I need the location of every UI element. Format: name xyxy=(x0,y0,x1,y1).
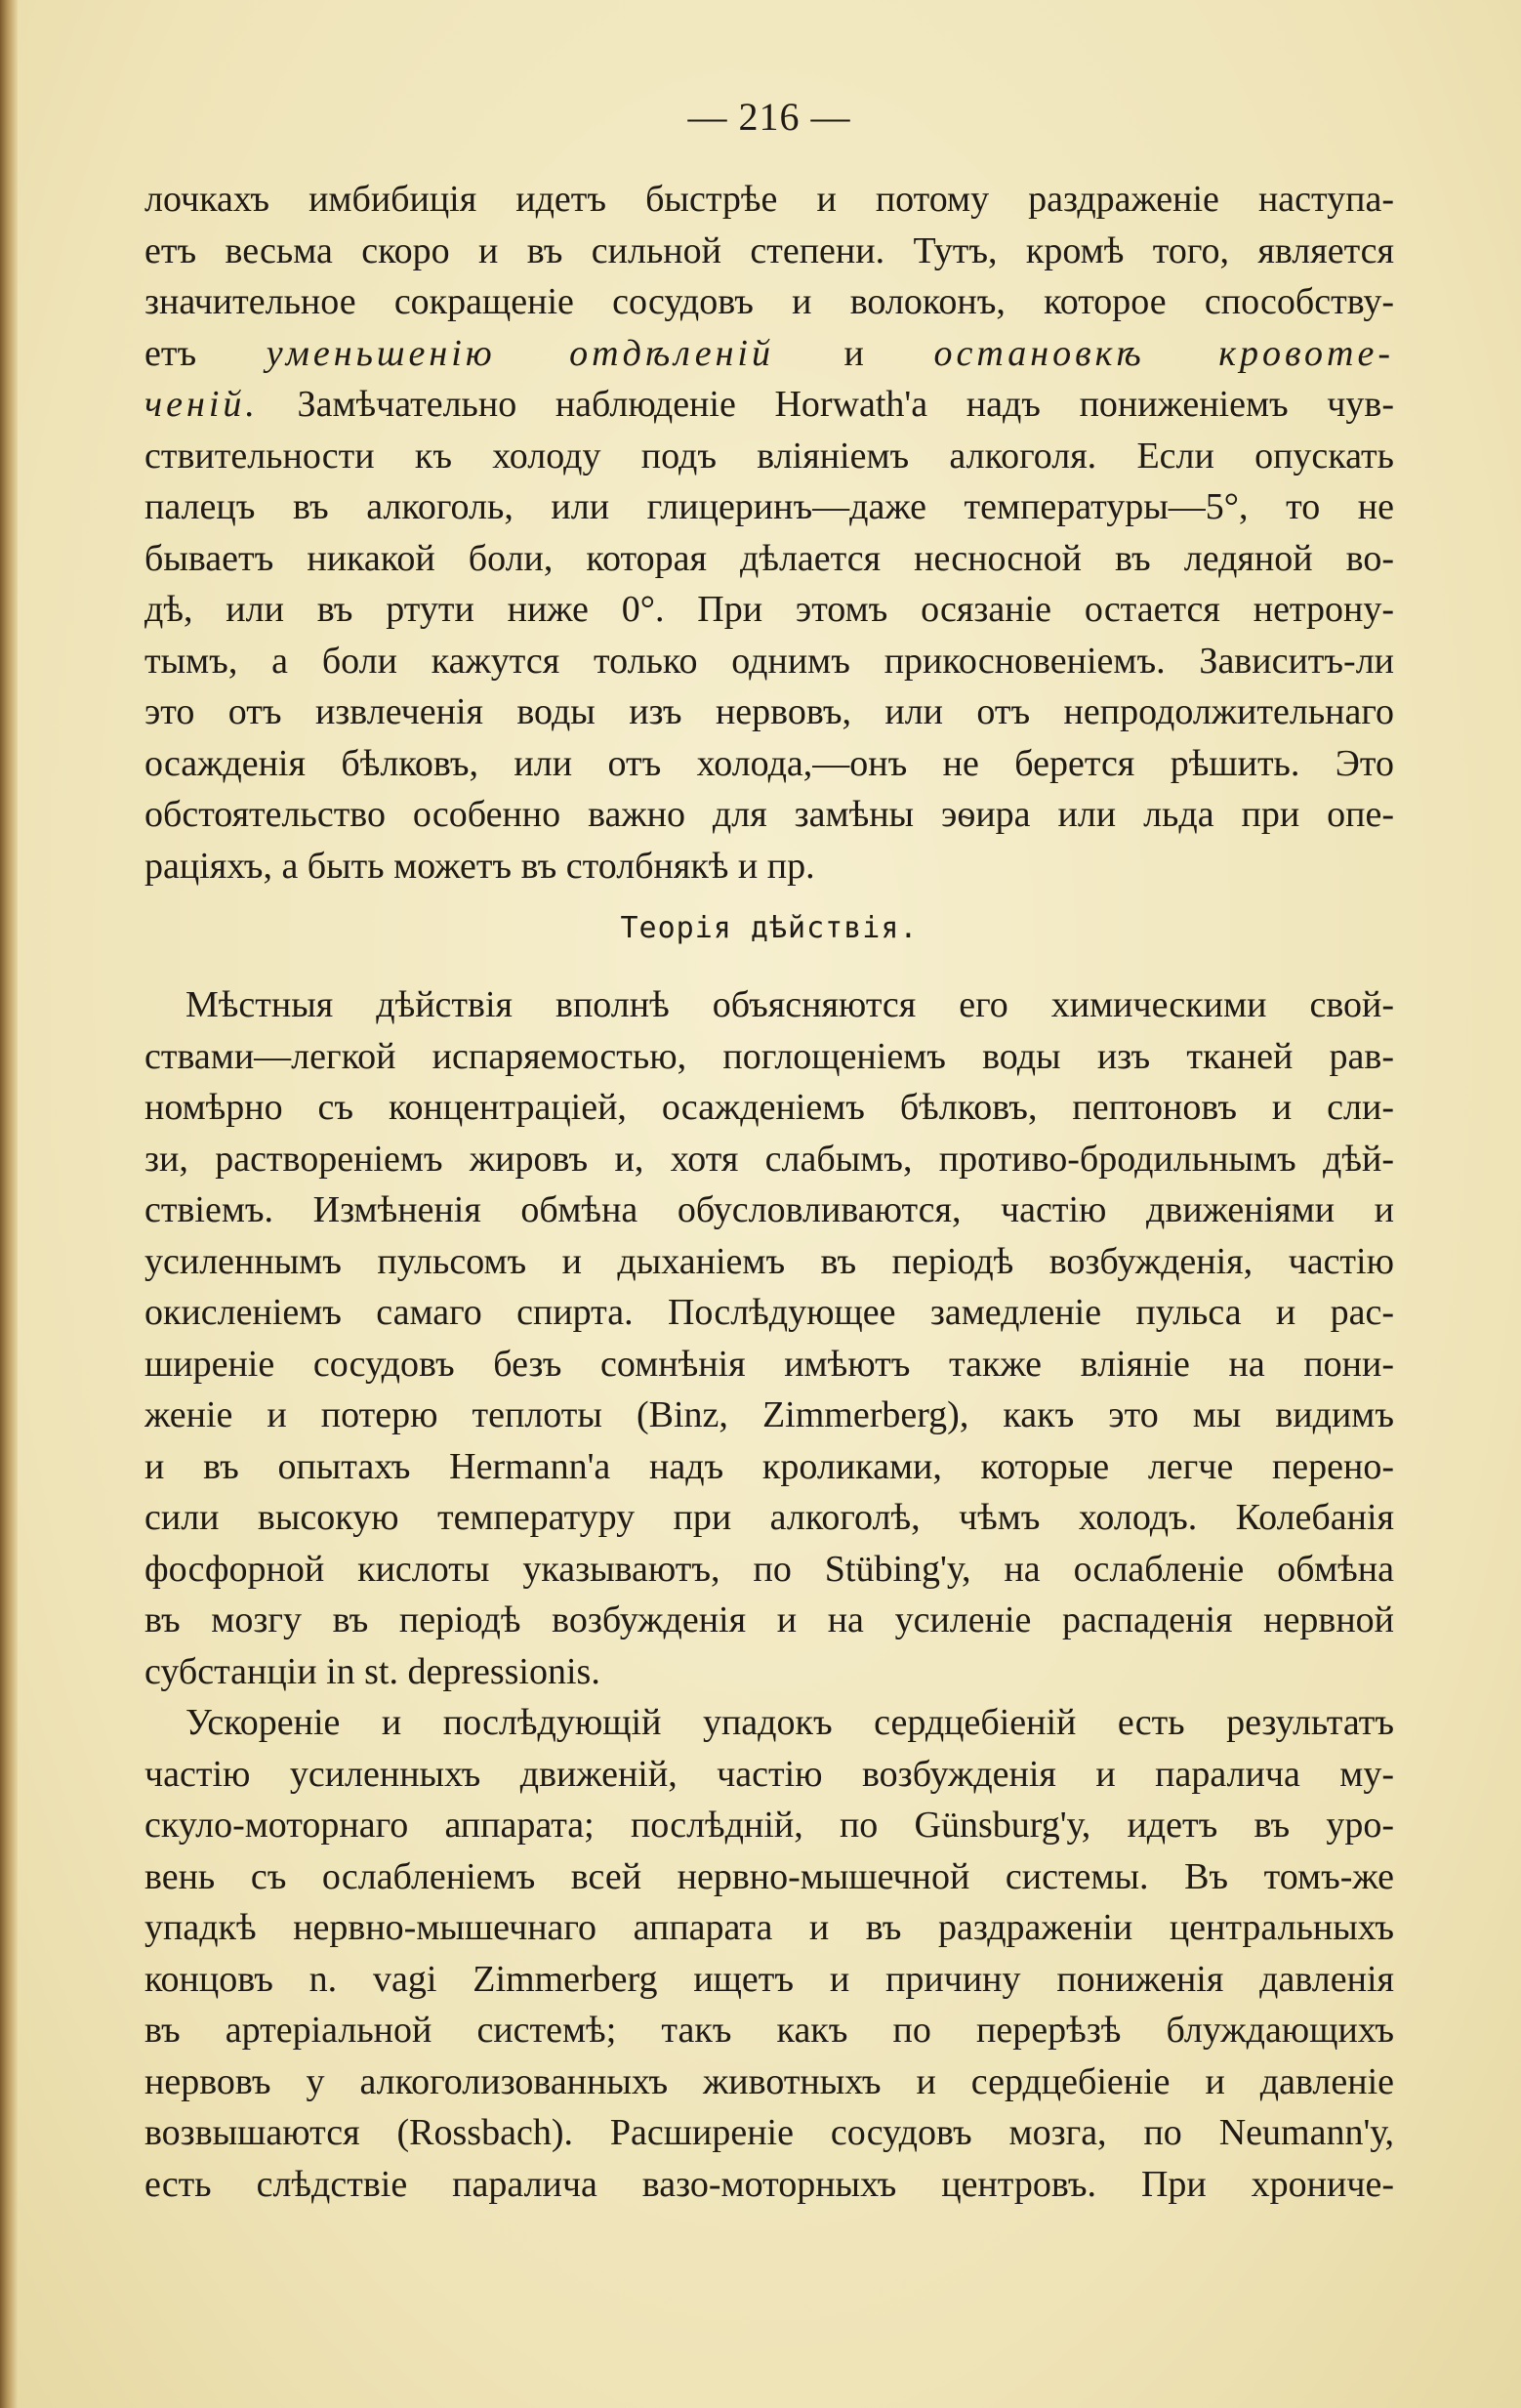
text-line: лочкахъ имбибиція идетъ быстрѣе и потому раздраженіе наступа- xyxy=(144,179,1394,220)
text-line: значительное сокращеніе сосудовъ и волоконъ, которое способству- xyxy=(144,281,1394,322)
text-line: ствіемъ. Измѣненія обмѣна обусловливаются, частію движеніями и xyxy=(144,1189,1394,1230)
text-line: концовъ n. vagi Zimmerberg ищетъ и причину пониженія давленія xyxy=(144,1958,1394,2000)
book-spine-edge xyxy=(0,0,18,2408)
paragraph-3 xyxy=(144,1697,1394,2210)
text-line: палецъ въ алкоголь, или глицеринъ—даже температуры—5°, то не xyxy=(144,486,1394,527)
text-line: обстоятельство особенно важно для замѣны эѳира или льда при опе- xyxy=(144,794,1394,835)
text-line: вень съ ослабленіемъ всей нервно-мышечной системы. Въ томъ-же xyxy=(144,1855,1394,1897)
text-line-with-emphasis xyxy=(144,328,1394,380)
text-line: и въ опытахъ Hermann'а надъ кроликами, которые легче перено- xyxy=(144,1445,1394,1487)
text-line: Ускореніе и послѣдующій упадокъ сердцебіеній есть результатъ xyxy=(185,1702,1394,1743)
text-line: частію усиленныхъ движеній, частію возбужденія и паралича му- xyxy=(144,1753,1394,1795)
text-line: раціяхъ, а быть можетъ въ столбнякѣ и пр. xyxy=(144,845,815,887)
text-line: это отъ извлеченія воды изъ нервовъ, или отъ непродолжительнаго xyxy=(144,691,1394,732)
emphasized-text: остановкѣ кровоте- xyxy=(933,332,1394,374)
text-line: въ мозгу въ періодѣ возбужденія и на усиленіе распаденія нервной xyxy=(144,1599,1394,1640)
paragraph-1 xyxy=(144,174,1394,892)
emphasized-text: уменьшенію отдѣленій xyxy=(266,332,774,374)
text-line: бываетъ никакой боли, которая дѣлается несносной въ ледяной во- xyxy=(144,537,1394,579)
book-page xyxy=(144,88,1394,2210)
text-line: зи, раствореніемъ жировъ и, хотя слабымъ, противо-бродильнымъ дѣй- xyxy=(144,1138,1394,1180)
text-line: окисленіемъ самаго спирта. Послѣдующее замедленіе пульса и рас- xyxy=(144,1292,1394,1333)
text-line: упадкѣ нервно-мышечнаго аппарата и въ раздраженіи центральныхъ xyxy=(144,1907,1394,1948)
text-fragment: етъ xyxy=(144,332,267,374)
text-fragment: и xyxy=(773,332,934,374)
text-fragment: Замѣчательно наблюденіе Horwath'а надъ пониженіемъ чув- xyxy=(258,384,1394,425)
text-line: Мѣстныя дѣйствія вполнѣ объясняются его химическими свой- xyxy=(185,984,1394,1025)
text-line: тымъ, а боли кажутся только однимъ прикосновеніемъ. Зависитъ-ли xyxy=(144,640,1394,682)
text-line: осажденія бѣлковъ, или отъ холода,—онъ не берется рѣшить. Это xyxy=(144,742,1394,784)
text-line: номѣрно съ концентраціей, осажденіемъ бѣлковъ, пептоновъ и сли- xyxy=(144,1087,1394,1128)
text-line: етъ весьма скоро и въ сильной степени. Тутъ, кромѣ того, является xyxy=(144,229,1394,271)
text-line: есть слѣдствіе паралича вазо-моторныхъ центровъ. При хрониче- xyxy=(144,2163,1394,2205)
text-line: нервовъ у алкоголизованныхъ животныхъ и сердцебіеніе и давленіе xyxy=(144,2060,1394,2102)
page-number: — 216 — xyxy=(687,95,851,139)
emphasized-text: ченій. xyxy=(144,384,259,425)
section-heading: Теорія дѣйствія. xyxy=(620,911,919,945)
text-line: сили высокую температуру при алкоголѣ, чѣмъ холодъ. Колебанія xyxy=(144,1497,1394,1538)
text-line: ствительности къ холоду подъ вліяніемъ алкоголя. Если опускать xyxy=(144,435,1394,477)
text-line: фосфорной кислоты указываютъ, по Stübing'у, на ослабленіе обмѣна xyxy=(144,1548,1394,1590)
text-line: возвышаются (Rossbach). Расширеніе сосудовъ мозга, по Neumann'у, xyxy=(144,2112,1394,2153)
text-line: ствами—легкой испаряемостью, поглощеніемъ воды изъ тканей рав- xyxy=(144,1035,1394,1077)
text-line: въ артеріальной системѣ; такъ какъ по перерѣзѣ блуждающихъ xyxy=(144,2010,1394,2051)
text-line-with-emphasis xyxy=(144,379,1394,431)
text-line: дѣ, или въ ртути ниже 0°. При этомъ осязаніе остается нетрону- xyxy=(144,589,1394,630)
text-line: женіе и потерю теплоты (Binz, Zimmerberg), какъ это мы видимъ xyxy=(144,1394,1394,1435)
text-line: усиленнымъ пульсомъ и дыханіемъ въ періодѣ возбужденія, частію xyxy=(144,1240,1394,1282)
text-line: ширеніе сосудовъ безъ сомнѣнія имѣютъ также вліяніе на пони- xyxy=(144,1343,1394,1385)
text-line: скуло-моторнаго аппарата; послѣдній, по Günsburg'у, идетъ въ уро- xyxy=(144,1805,1394,1846)
paragraph-2 xyxy=(144,979,1394,1697)
text-line: субстанціи in st. depressionis. xyxy=(144,1650,600,1692)
